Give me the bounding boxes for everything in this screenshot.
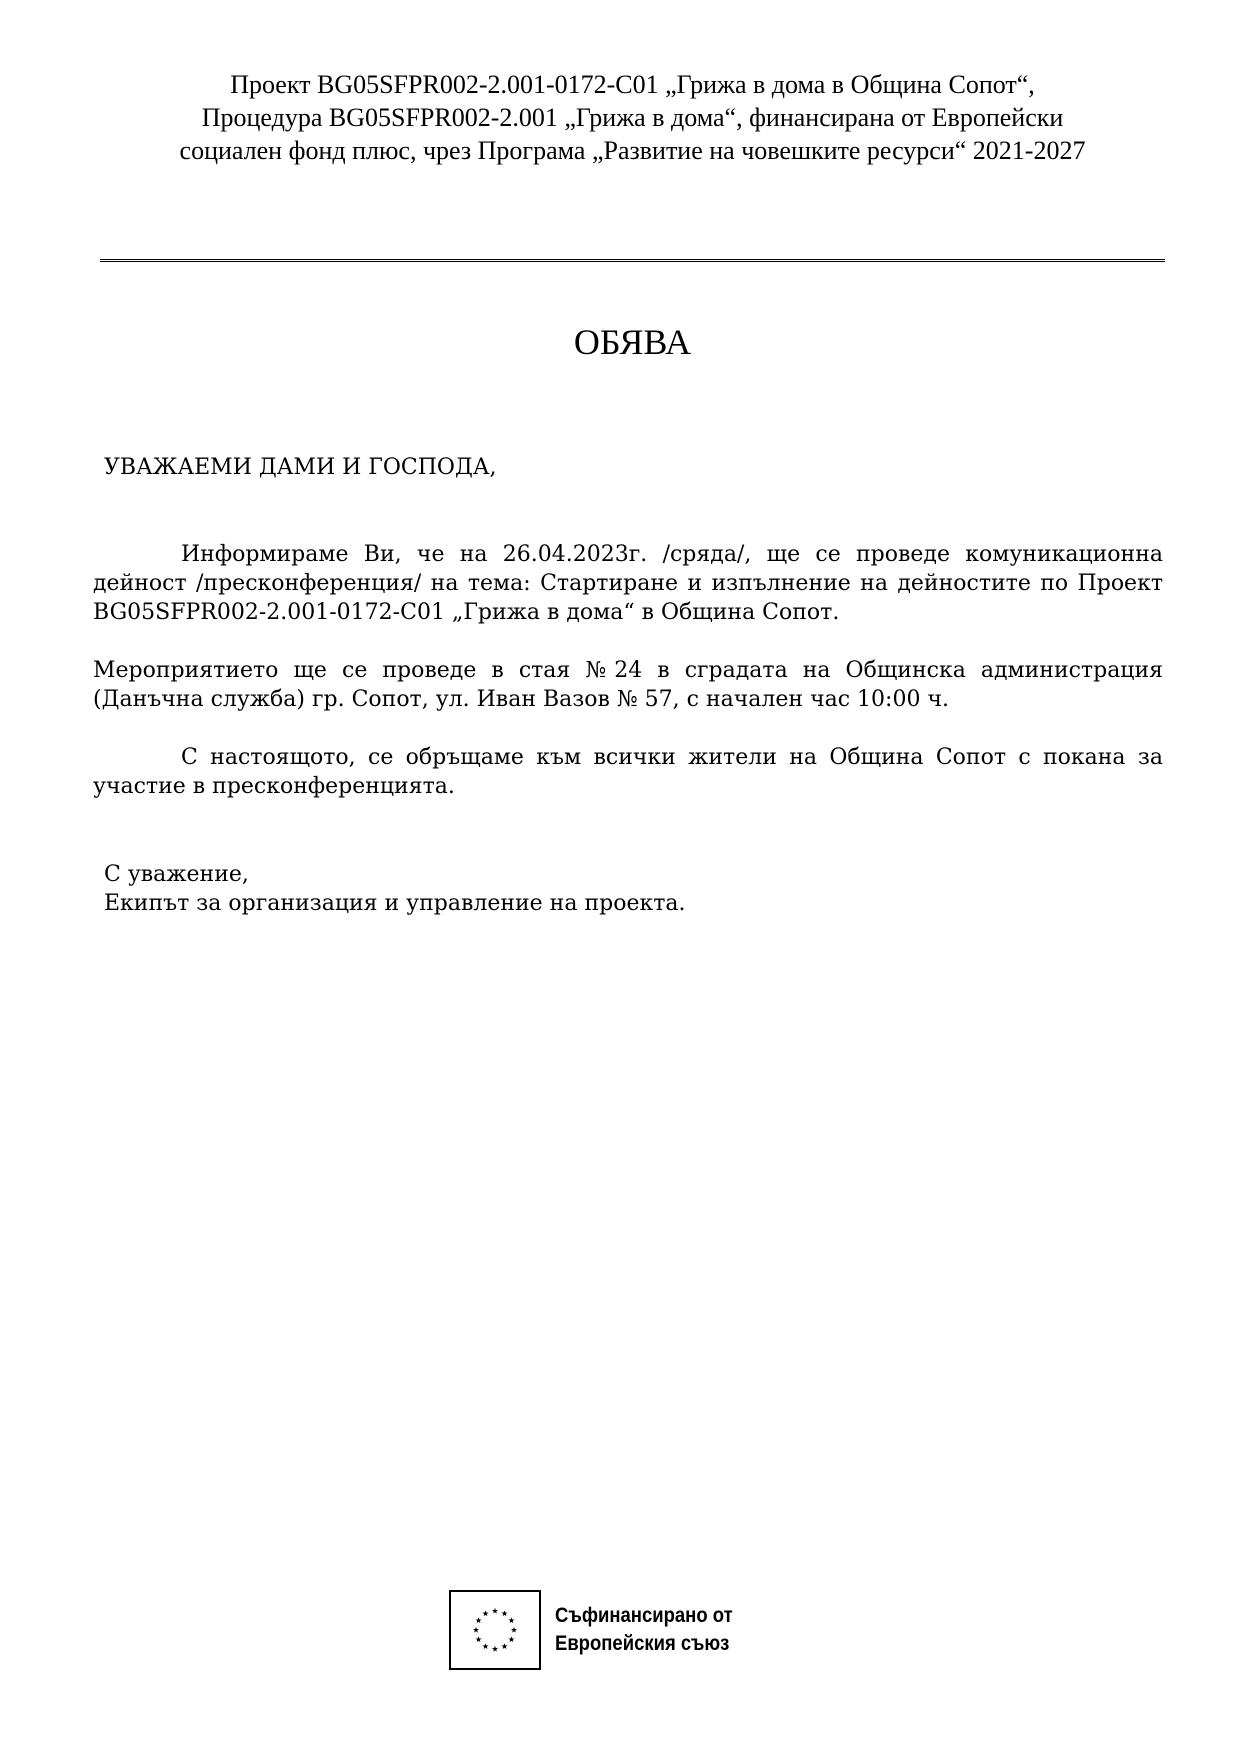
header-line-1: Проект BG05SFPR002-2.001-0172-C01 „Грижа в дома в Община Сопот“, (230, 70, 1035, 99)
salutation: УВАЖАЕМИ ДАМИ И ГОСПОДА, (104, 455, 497, 480)
document-title: ОБЯВА (573, 322, 692, 362)
eu-star-icon (508, 1617, 514, 1623)
paragraph-venue: Мероприятието ще се проведе в стая №24 в сградата на Общинска администрация (Данъчна служба) гр. Сопот, ул. Иван Вазов № 57, с начален час 10:00 ч. (93, 658, 1163, 712)
eu-cofunding-text (555, 1602, 733, 1658)
paragraph-invitation: С настоящото, се обръщаме към всички жители на Община Сопот с покана за участие в пресконференцията. (93, 745, 1163, 799)
header-line-2: Процедура BG05SFPR002-2.001 „Грижа в дома“, финансирана от Европейски (201, 103, 1064, 132)
eu-star-icon (476, 1617, 482, 1623)
eu-star-icon (492, 1608, 498, 1614)
eu-cofunding-logo (449, 1588, 761, 1672)
closing (104, 860, 686, 918)
header-line-3: социален фонд плюс, чрез Програма „Развитие на човешките ресурси“ 2021-2027 (179, 136, 1086, 165)
eu-star-icon (508, 1636, 514, 1642)
eu-star-icon (511, 1627, 517, 1633)
eu-stars-ring (451, 1592, 539, 1668)
eu-star-icon (492, 1646, 498, 1652)
paragraph-announcement: Информираме Ви, че на 26.04.2023г. /сряда/, ще се проведе комуникационна дейност /пресконференция/ на тема: Стартиране и изпълнение на дейностите по Проект BG05SFPR002-2.001-0172-C01 „Грижа в дома“ в Община Сопот. (93, 542, 1163, 625)
eu-flag-icon (449, 1590, 541, 1670)
eu-star-icon (482, 1610, 488, 1616)
closing-signature: Екипът за организация и управление на проекта. (104, 891, 686, 916)
project-header (100, 68, 1165, 167)
eu-text-line-2: Европейския съюз (555, 1632, 730, 1655)
header-divider (100, 259, 1165, 262)
eu-star-icon (501, 1610, 507, 1616)
eu-text-line-1: Съфинансирано от (555, 1604, 733, 1627)
eu-star-icon (476, 1636, 482, 1642)
eu-star-icon (482, 1643, 488, 1649)
closing-regards: С уважение, (104, 862, 249, 887)
eu-star-icon (501, 1643, 507, 1649)
eu-star-icon (473, 1627, 479, 1633)
